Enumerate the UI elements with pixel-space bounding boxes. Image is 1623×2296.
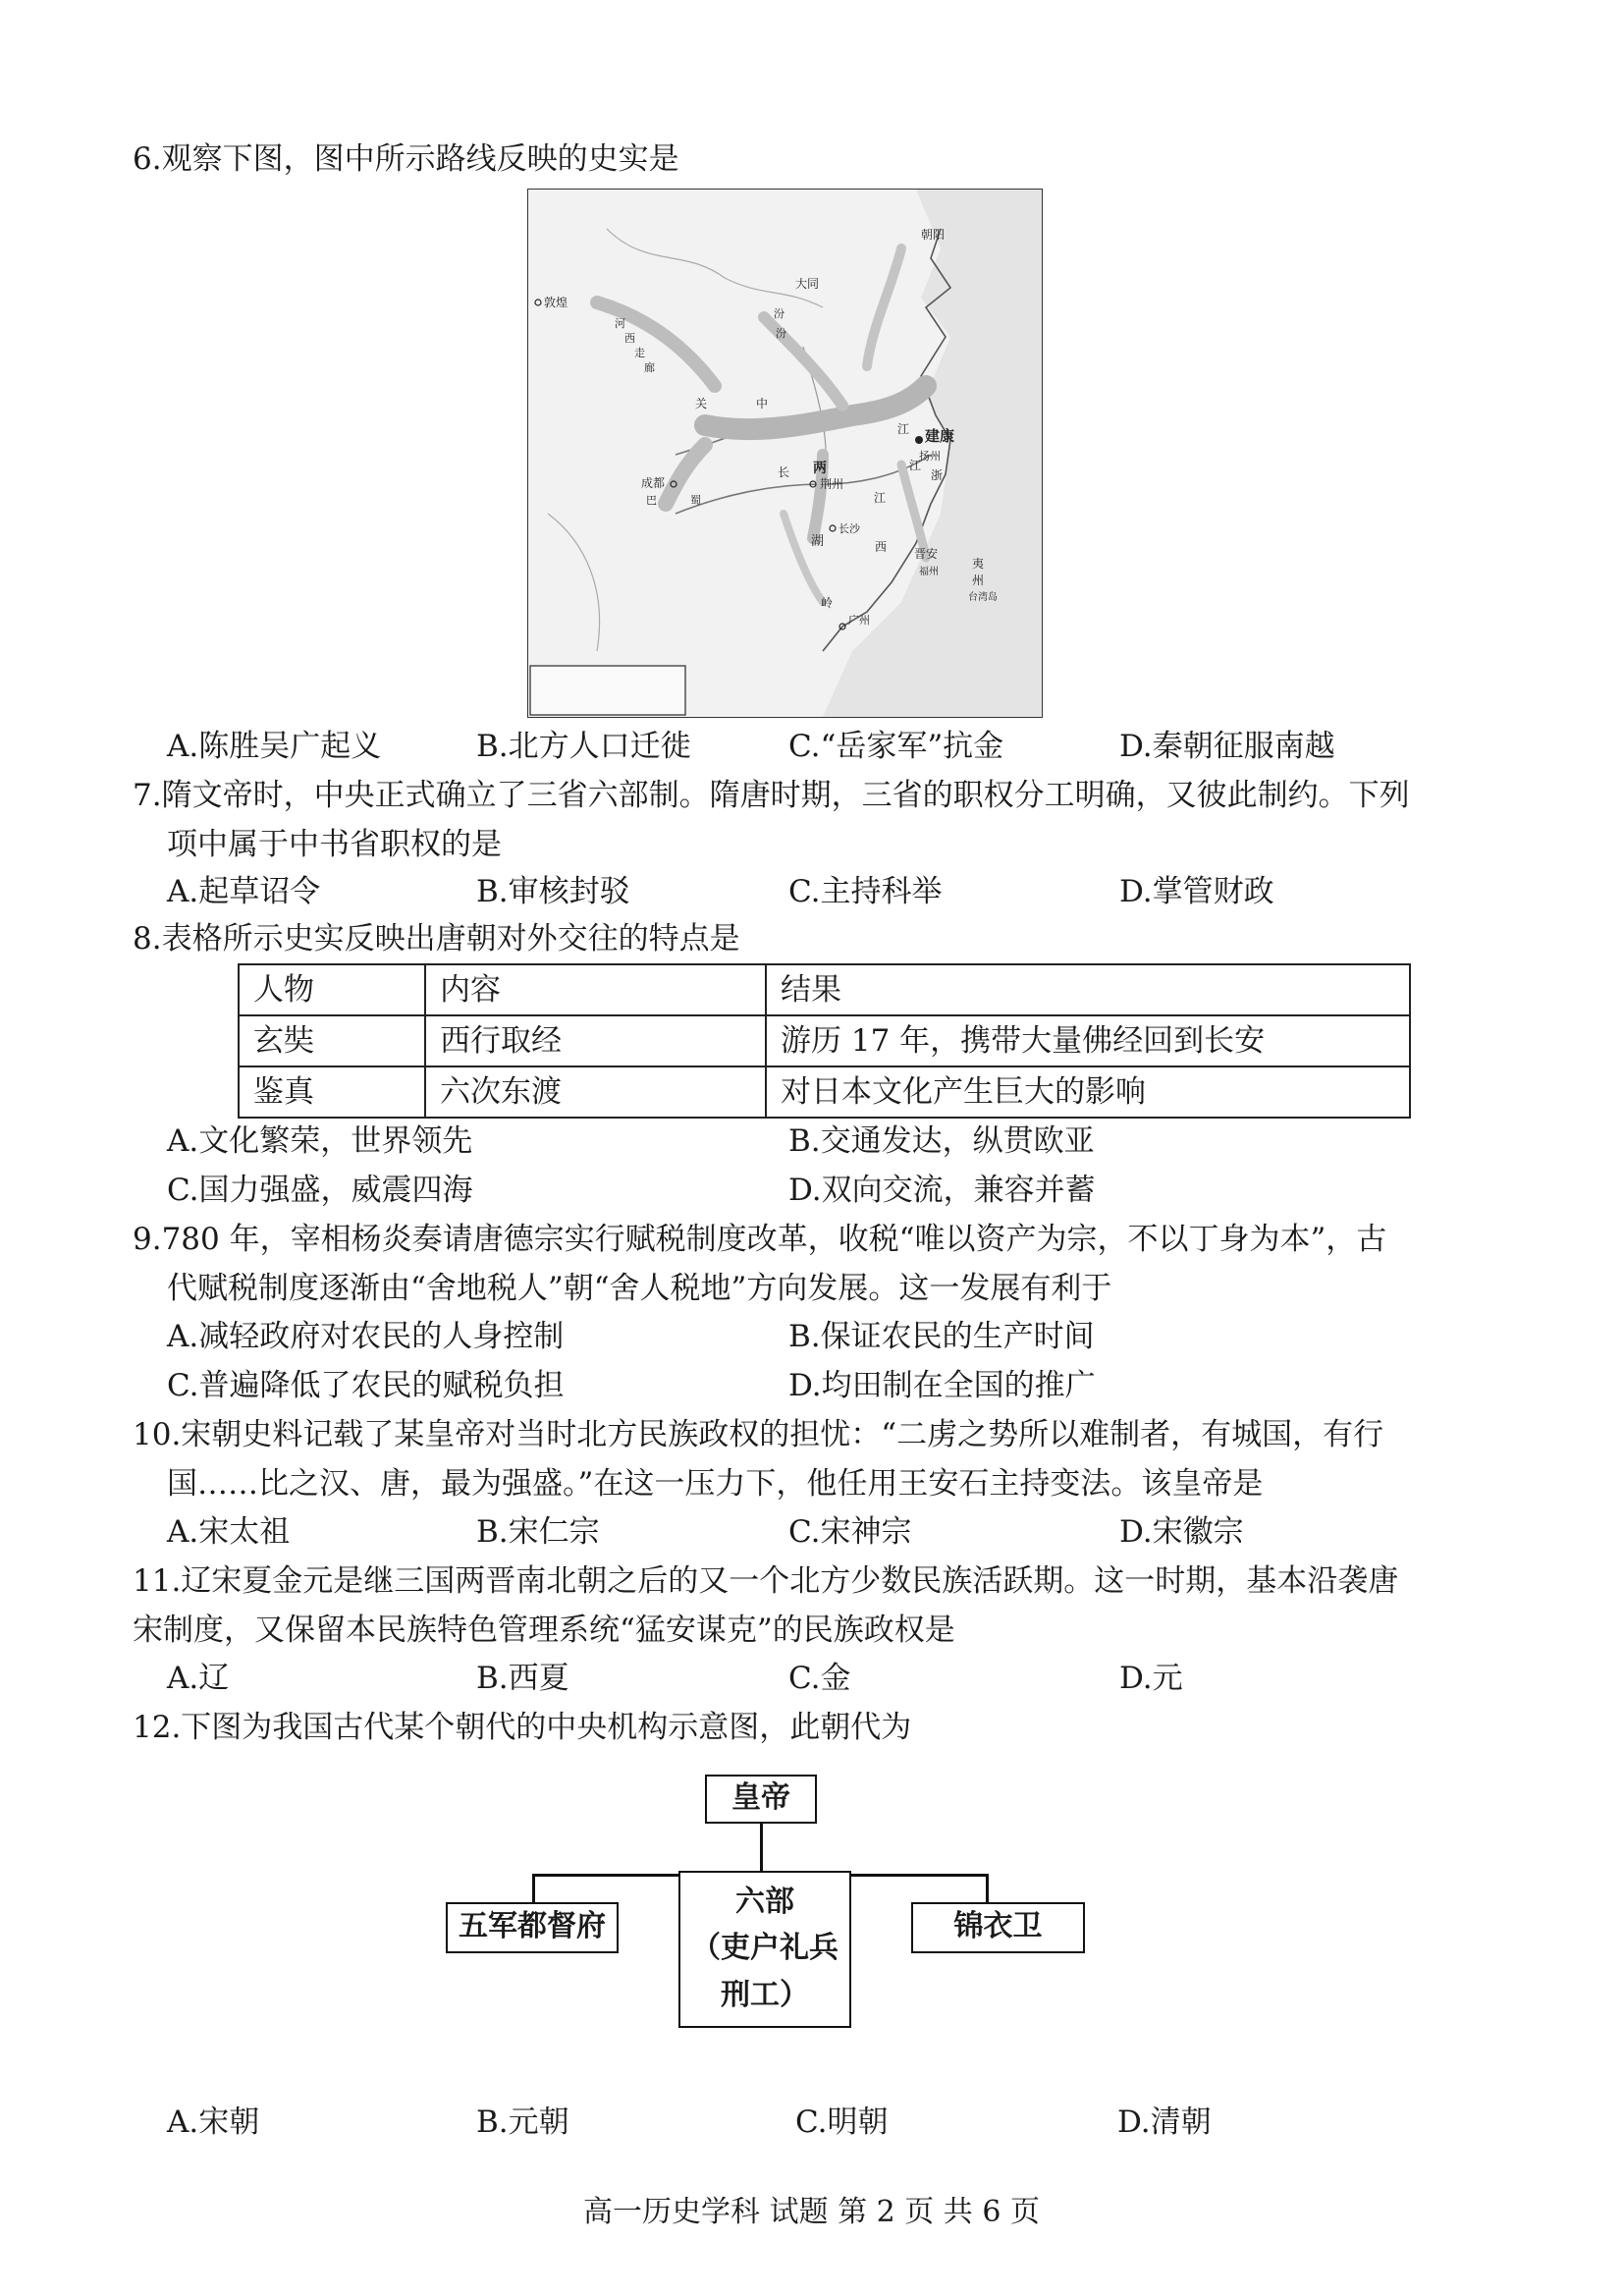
map-label: 夷 — [972, 557, 985, 571]
table-cell: 六次东渡 — [425, 1066, 766, 1118]
table-row — [239, 1015, 1410, 1066]
q10-stem-line2: 国……比之汉、唐，最为强盛。”在这一压力下，他任用王安石主持变法。该皇帝是 — [167, 1466, 1264, 1502]
q12-stem: 12.下图为我国古代某个朝代的中央机构示意图，此朝代为 — [133, 1710, 912, 1745]
table-cell: 游历 17 年，携带大量佛经回到长安 — [766, 1015, 1410, 1066]
q6-option-b: B.北方人口迁徙 — [476, 729, 691, 764]
map-label: 湖 — [811, 534, 825, 549]
q8-option-c: C.国力强盛，威震四海 — [167, 1173, 473, 1208]
map-label-jinan: 晋安 — [914, 547, 939, 561]
q8-stem: 8.表格所示史实反映出唐朝对外交往的特点是 — [133, 921, 740, 957]
map-label: 岭 — [821, 596, 834, 610]
q11-option-b: B.西夏 — [476, 1661, 569, 1696]
map-figure — [528, 190, 1042, 717]
map-label-fuzhou: 福州 — [919, 567, 939, 577]
org-box-emperor: 皇帝 — [705, 1775, 817, 1824]
org-box-six-ministries — [678, 1871, 851, 2028]
q10-option-a: A.宋太祖 — [167, 1514, 291, 1550]
q6-stem: 6.观察下图，图中所示路线反映的史实是 — [133, 141, 679, 177]
table-cell: 西行取经 — [425, 1015, 766, 1066]
q10-option-c: C.宋神宗 — [788, 1514, 912, 1550]
table-cell: 人物 — [239, 964, 425, 1015]
table-cell: 鉴真 — [239, 1066, 425, 1118]
org-six-ministries-l2: （吏户礼兵 — [691, 1931, 839, 1965]
q9-option-a: A.减轻政府对农民的人身控制 — [167, 1319, 565, 1354]
map-label-taiwan: 台湾岛 — [968, 592, 998, 603]
q10-option-d: D.宋徽宗 — [1119, 1514, 1244, 1550]
org-six-ministries-l3: 刑工） — [721, 1978, 809, 2012]
org-connector — [532, 1874, 535, 1903]
q10-stem-line1: 10.宋朝史料记载了某皇帝对当时北方民族政权的担忧：“二虏之势所以难制者，有城国，有行 — [133, 1417, 1384, 1452]
map-label: 巴 — [646, 494, 657, 507]
map-label: 州 — [972, 574, 985, 587]
q9-stem-line2: 代赋税制度逐渐由“舍地税人”朝“舍人税地”方向发展。这一发展有利于 — [167, 1271, 1112, 1306]
q7-option-b: B.审核封驳 — [476, 874, 630, 909]
org-connector — [760, 1824, 763, 1875]
q7-stem-line1: 7.隋文帝时，中央正式确立了三省六部制。隋唐时期，三省的职权分工明确，又彼此制约。下列 — [133, 778, 1410, 813]
map-label-yangzhou: 扬州 — [919, 450, 941, 463]
q6-option-a: A.陈胜吴广起义 — [167, 729, 382, 764]
q11-option-d: D.元 — [1119, 1661, 1183, 1696]
map-label-datong: 大同 — [795, 277, 820, 291]
q9-option-c: C.普遍降低了农民的赋税负担 — [167, 1368, 565, 1403]
map-label: 中 — [756, 397, 769, 410]
map-label-dunhuang: 敦煌 — [544, 296, 568, 309]
map-label-chaoyang: 朝阳 — [921, 228, 946, 242]
table-row — [239, 964, 1410, 1015]
q9-stem-line1: 9.780 年，宰相杨炎奏请唐德宗实行赋税制度改革，收税“唯以资产为宗，不以丁身为本”，古 — [133, 1222, 1387, 1257]
map-label: 西 — [624, 332, 635, 345]
q7-option-c: C.主持科举 — [788, 874, 943, 909]
table-row — [239, 1066, 1410, 1118]
q11-stem-line1: 11.辽宋夏金元是继三国两晋南北朝之后的又一个北方少数民族活跃期。这一时期，基本沿袭唐 — [133, 1563, 1399, 1599]
q8-option-d: D.双向交流，兼容并蓄 — [788, 1173, 1096, 1208]
map-label-chengdu: 成都 — [641, 476, 666, 490]
q6-option-c: C.“岳家军”抗金 — [788, 729, 1004, 764]
q8-table — [238, 963, 1411, 1119]
q7-stem-line2: 项中属于中书省职权的是 — [167, 827, 502, 862]
q7-option-a: A.起草诏令 — [167, 874, 321, 909]
q11-option-a: A.辽 — [167, 1661, 230, 1696]
q8-option-b: B.交通发达，纵贯欧亚 — [788, 1123, 1095, 1159]
map-label: 汾 — [776, 327, 786, 340]
table-cell: 对日本文化产生巨大的影响 — [766, 1066, 1410, 1118]
map-label: 浙 — [931, 468, 944, 482]
map-label: 廊 — [644, 361, 655, 374]
table-cell: 内容 — [425, 964, 766, 1015]
org-box-jinyiwei: 锦衣卫 — [911, 1902, 1085, 1953]
map-label: 两 — [813, 461, 827, 476]
map-label: 蜀 — [690, 494, 701, 507]
q11-option-c: C.金 — [788, 1661, 851, 1696]
q7-option-d: D.掌管财政 — [1119, 874, 1274, 909]
map-label: 河 — [615, 317, 625, 330]
q8-option-a: A.文化繁荣，世界领先 — [167, 1123, 473, 1159]
map-label-changsha: 长沙 — [839, 522, 860, 535]
q11-stem-line2: 宋制度，又保留本民族特色管理系统“猛安谋克”的民族政权是 — [133, 1613, 955, 1648]
map-label: 江 — [874, 491, 887, 505]
map-label-jingzhou: 荆州 — [820, 477, 844, 491]
q9-option-d: D.均田制在全国的推广 — [788, 1368, 1096, 1403]
q12-option-d: D.清朝 — [1117, 2105, 1212, 2140]
map-label: 长 — [778, 465, 790, 479]
table-cell: 结果 — [766, 964, 1410, 1015]
q10-option-b: B.宋仁宗 — [476, 1514, 600, 1550]
org-box-five-army: 五军都督府 — [446, 1902, 619, 1953]
map-label-jiankang: 建康 — [925, 427, 955, 445]
historical-migration-map — [527, 189, 1043, 718]
org-six-ministries-l1: 六部 — [735, 1885, 794, 1919]
q9-option-b: B.保证农民的生产时间 — [788, 1319, 1095, 1354]
q6-option-d: D.秦朝征服南越 — [1119, 729, 1335, 764]
map-label: 关 — [695, 397, 708, 410]
q12-option-a: A.宋朝 — [167, 2105, 260, 2140]
q12-option-b: B.元朝 — [476, 2105, 569, 2140]
map-label: 汾 — [774, 307, 784, 320]
map-label: 西 — [875, 540, 888, 554]
page-footer: 高一历史学科 试题 第 2 页 共 6 页 — [583, 2195, 1040, 2229]
map-label: 江 — [909, 459, 922, 472]
map-label: 走 — [634, 347, 645, 359]
map-label: 江 — [897, 422, 910, 436]
q12-option-c: C.明朝 — [795, 2105, 889, 2140]
org-connector — [986, 1874, 989, 1903]
table-cell: 玄奘 — [239, 1015, 425, 1066]
map-label-guangzhou: 广州 — [848, 614, 870, 627]
